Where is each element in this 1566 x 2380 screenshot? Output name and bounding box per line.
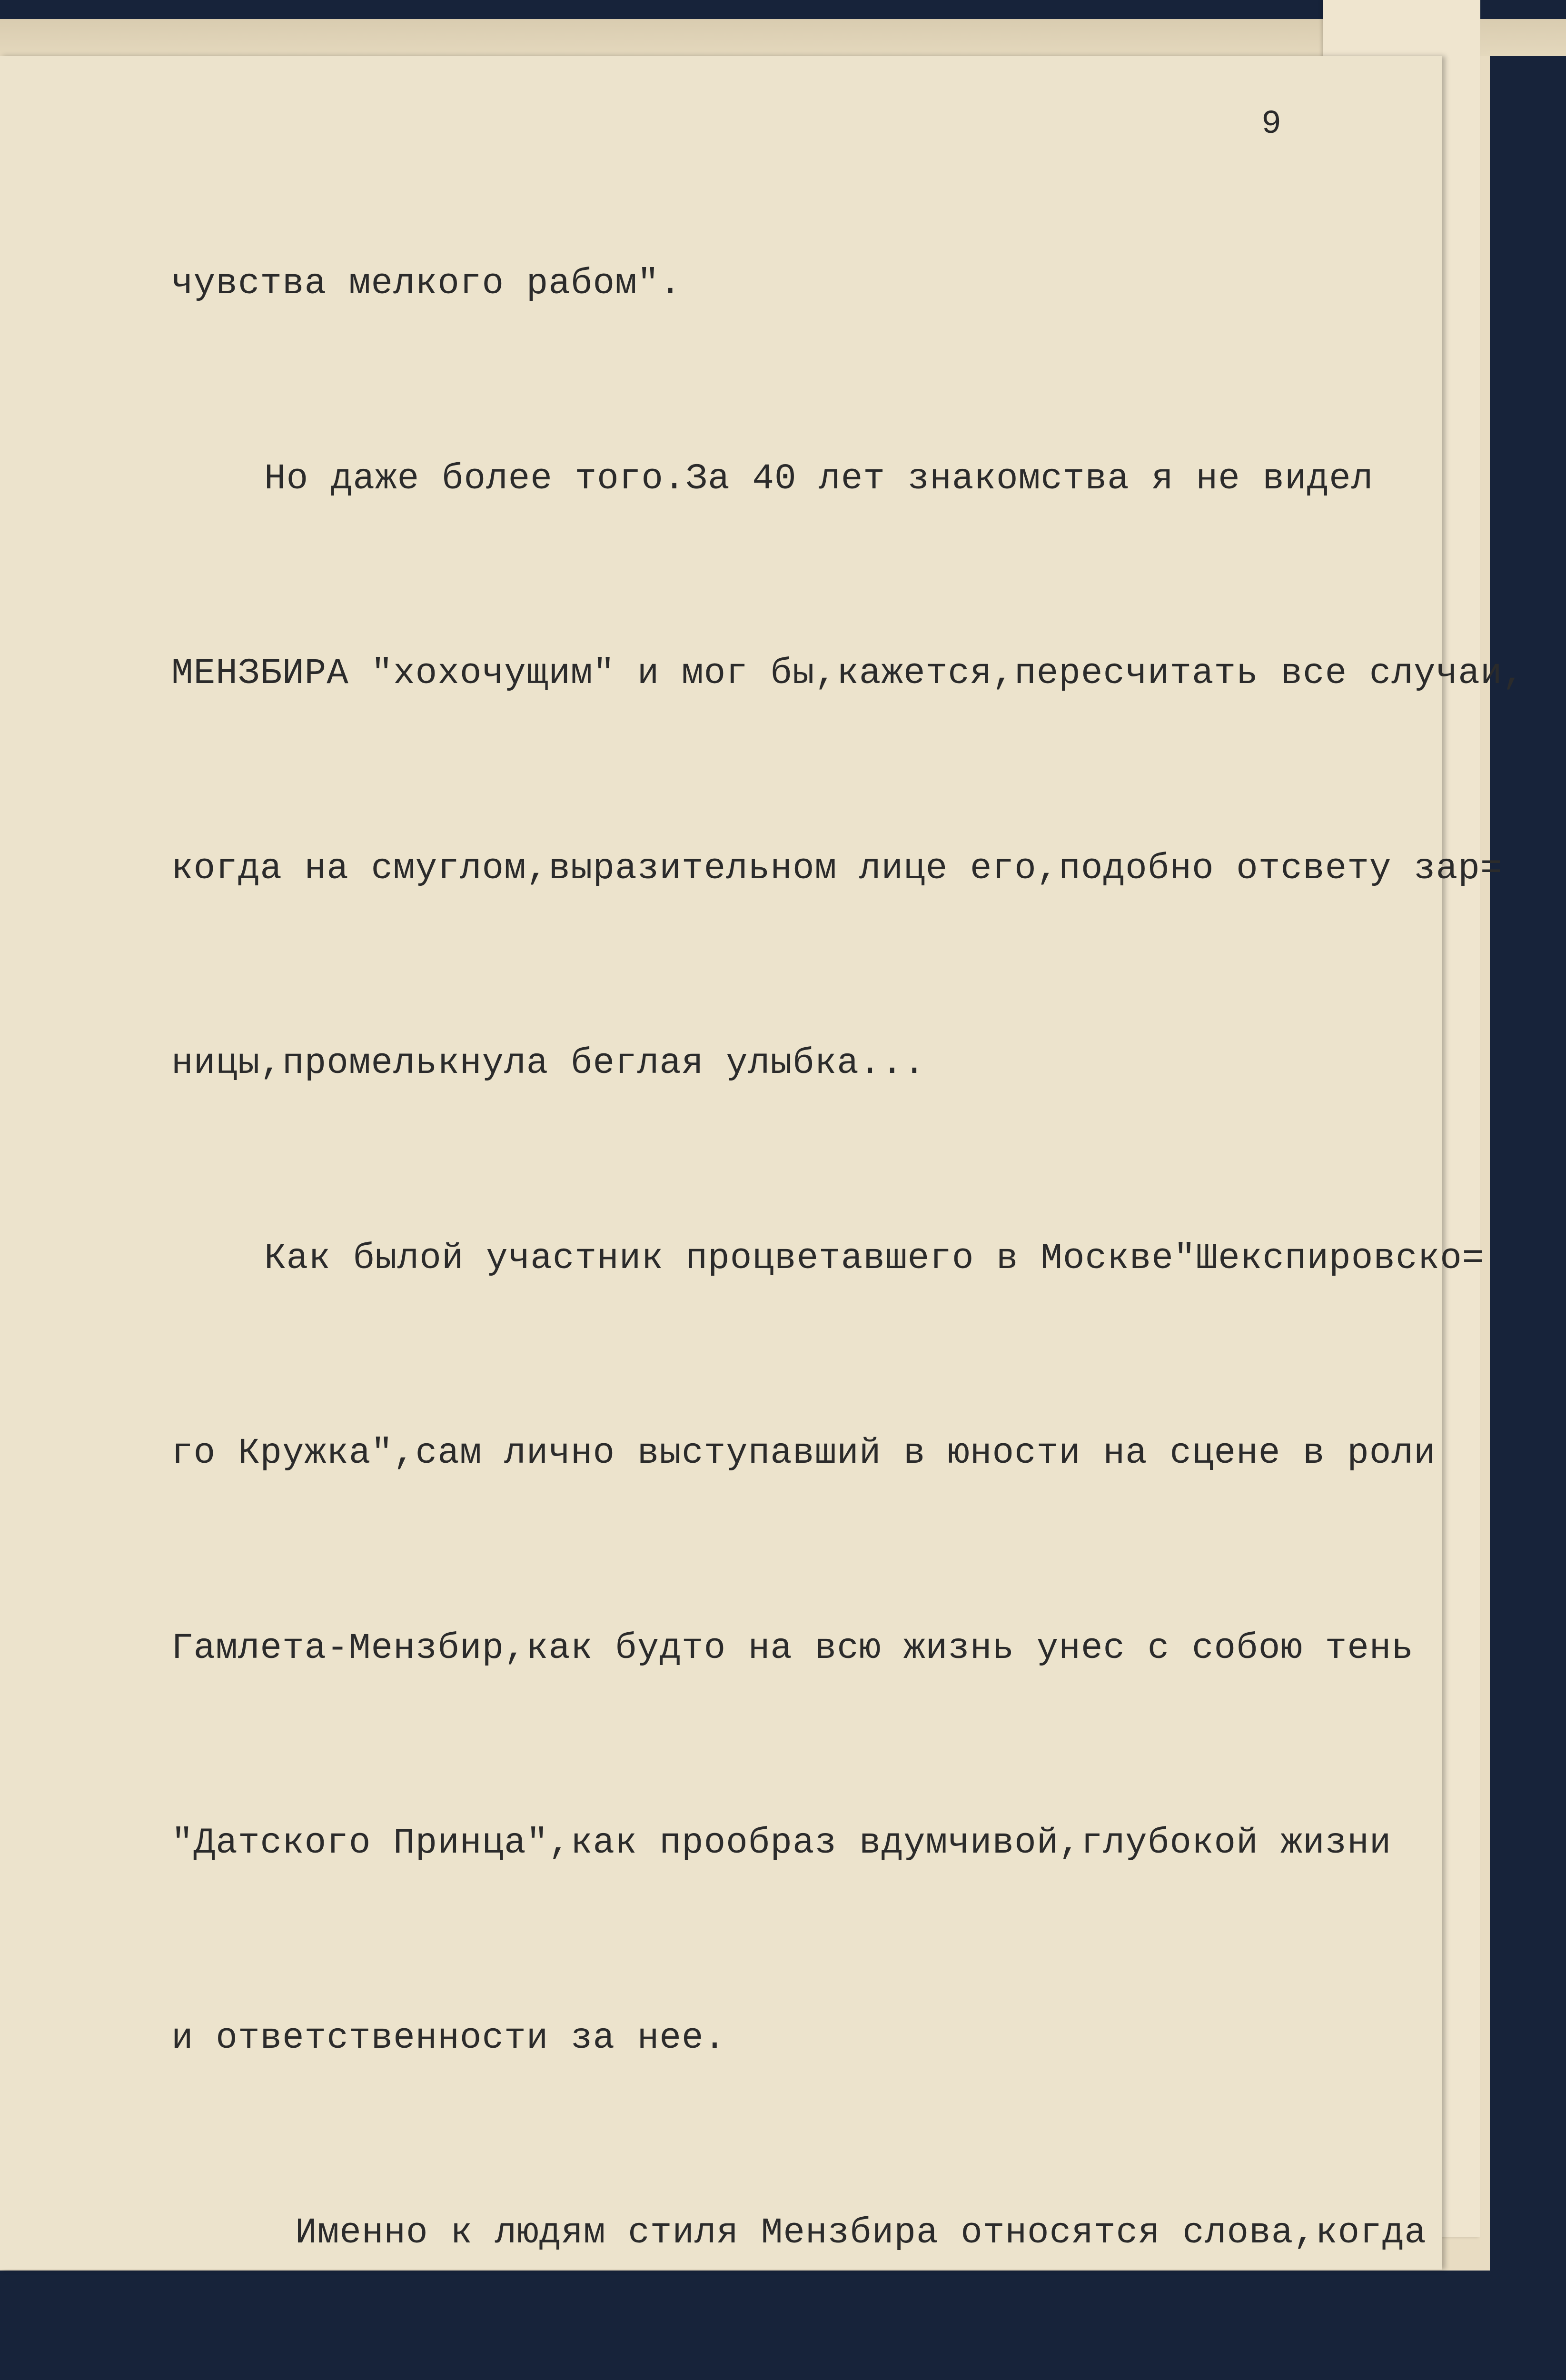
- typewritten-text-block: [171, 121, 1525, 2380]
- text-line: ницы,промелькнула беглая улыбка...: [171, 1043, 926, 1084]
- text-line: Гамлета-Мензбир,как будто на всю жизнь унес с собою тень: [171, 1627, 1414, 1669]
- text-line: Как былой участник процветавшего в Москве"Шекспировско=: [264, 1238, 1485, 1279]
- text-line: МЕНЗБИРА "хохочущим" и мог бы,кажется,пересчитать все случаи,: [171, 653, 1525, 694]
- text-line: го Кружка",сам лично выступавший в юности на сцене в роли: [171, 1433, 1436, 1474]
- text-line: "Датского Принца",как прообраз вдумчивой,глубокой жизни: [171, 1823, 1392, 1864]
- text-line: когда на смуглом,выразительном лице его,подобно отсвету зар=: [171, 848, 1503, 889]
- page-number: 9: [1261, 106, 1282, 143]
- text-line: Именно к людям стиля Мензбира относятся слова,когда: [295, 2212, 1427, 2253]
- text-line: Но даже более того.За 40 лет знакомства я не видел: [264, 458, 1374, 499]
- text-line: и ответственности за нее.: [171, 2017, 726, 2059]
- text-line: чувства мелкого рабом".: [171, 263, 682, 304]
